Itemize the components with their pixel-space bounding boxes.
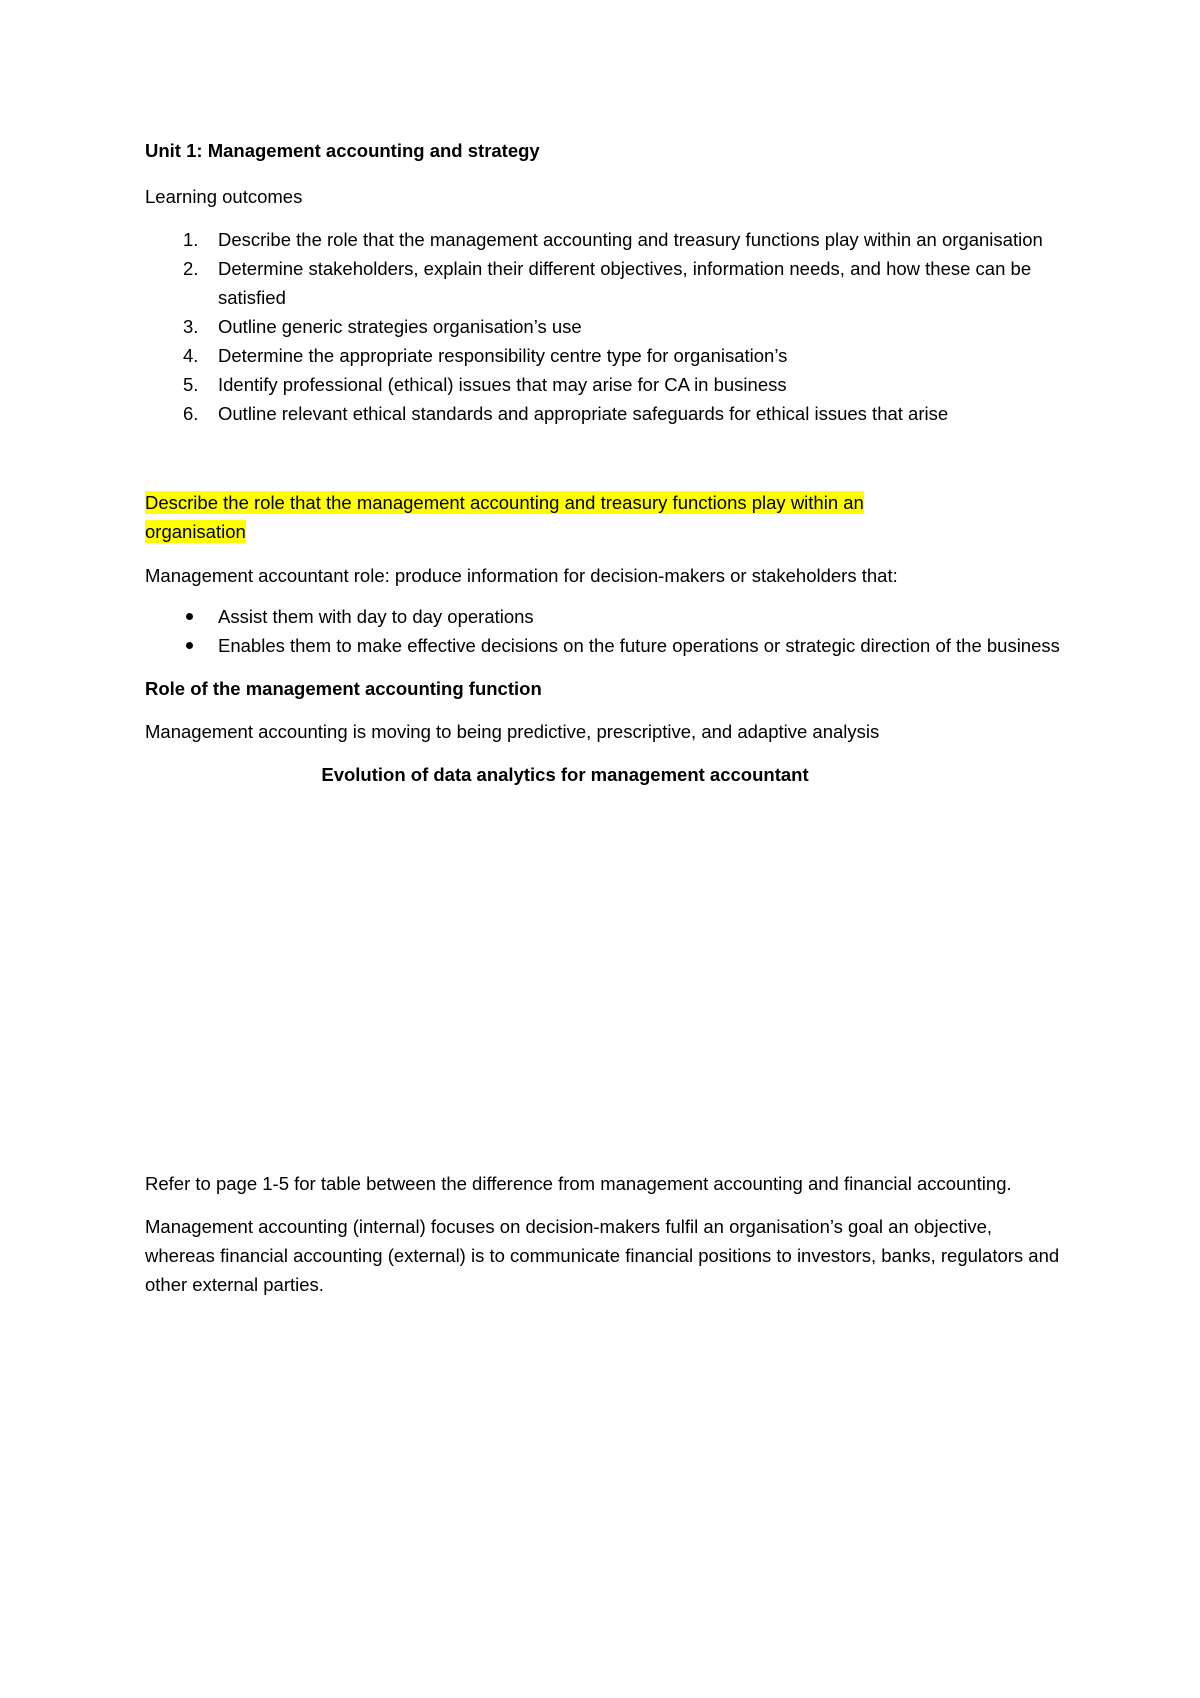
list-item <box>145 631 1065 660</box>
list-item <box>145 312 1065 341</box>
list-item-text: Outline generic strategies organisation’s use <box>218 316 582 337</box>
refer-paragraph: Refer to page 1-5 for table between the difference from management accounting and financial accounting. <box>145 1173 1012 1194</box>
list-item-text: Enables them to make effective decisions on the future operations or strategic direction of the business <box>218 635 1060 656</box>
list-item <box>145 254 1065 312</box>
list-item-text: Describe the role that the management accounting and treasury functions play within an organisation <box>218 229 1043 250</box>
list-item-number: 3. <box>183 316 199 337</box>
list-item <box>145 225 1065 254</box>
role-bullet-list <box>145 602 1065 660</box>
accountant-role-paragraph: Management accountant role: produce information for decision-makers or stakeholders that: <box>145 565 898 586</box>
list-item-text: Determine the appropriate responsibility centre type for organisation’s <box>218 345 788 366</box>
learning-outcomes-heading: Learning outcomes <box>145 186 303 207</box>
bullet-icon <box>186 613 193 620</box>
bullet-icon <box>186 642 193 649</box>
list-item-number: 2. <box>183 258 199 279</box>
list-item <box>145 399 1065 428</box>
evolution-heading: Evolution of data analytics for management accountant <box>321 764 809 785</box>
list-item <box>145 602 1065 631</box>
comparison-paragraph: Management accounting (internal) focuses on decision-makers fulfil an organisation’s goal an objective, whereas financial accounting (external) is to communicate financial positions to investors, banks, regulators and other external parties. <box>145 1216 1060 1295</box>
list-item-text: Determine stakeholders, explain their different objectives, information needs, and how these can be satisfied <box>218 258 1032 308</box>
list-item-text: Assist them with day to day operations <box>218 606 534 627</box>
list-item-text: Outline relevant ethical standards and appropriate safeguards for ethical issues that arise <box>218 403 949 424</box>
moving-analysis-paragraph: Management accounting is moving to being predictive, prescriptive, and adaptive analysis <box>145 721 880 742</box>
role-function-heading: Role of the management accounting function <box>145 678 542 699</box>
list-item-number: 6. <box>183 403 199 424</box>
list-item-number: 1. <box>183 229 199 250</box>
highlighted-heading-line-1: Describe the role that the management accounting and treasury functions play within an <box>145 492 864 513</box>
document-body <box>145 136 1065 1299</box>
document-title: Unit 1: Management accounting and strategy <box>145 140 540 161</box>
list-item-text: Identify professional (ethical) issues that may arise for CA in business <box>218 374 787 395</box>
highlighted-section-heading <box>145 488 1065 546</box>
list-item <box>145 341 1065 370</box>
highlighted-heading-line-2: organisation <box>145 521 246 542</box>
list-item-number: 5. <box>183 374 199 395</box>
list-item <box>145 370 1065 399</box>
learning-outcomes-list <box>145 225 1065 428</box>
list-item-number: 4. <box>183 345 199 366</box>
figure-placeholder <box>145 789 1065 1169</box>
